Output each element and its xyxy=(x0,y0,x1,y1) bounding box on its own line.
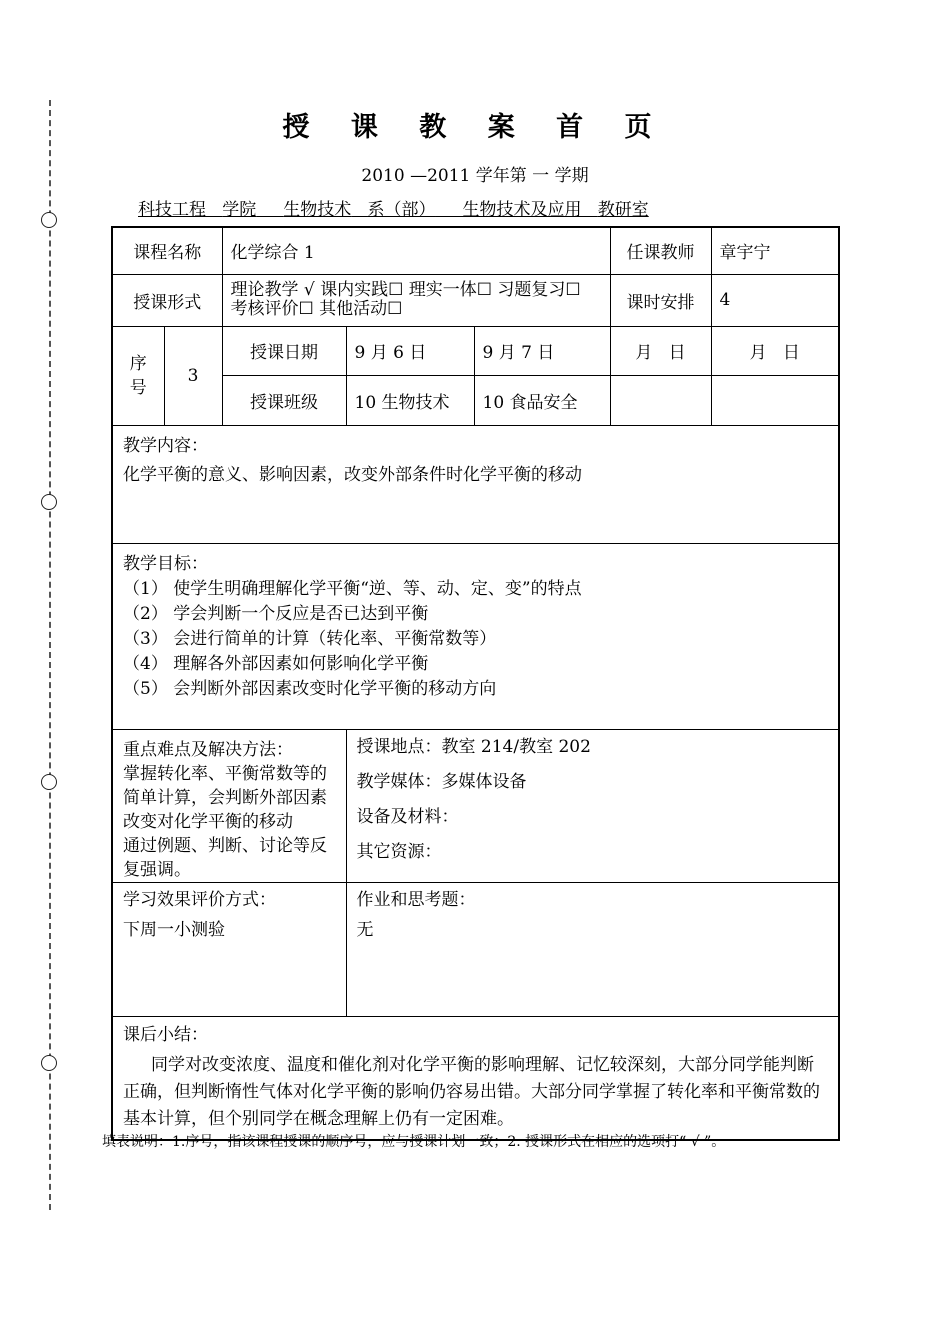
seq-label: 序 号 xyxy=(112,326,164,425)
course-name-label: 课程名称 xyxy=(112,227,222,274)
form-footnote: 填表说明：1.序号，指该课程授课的顺序号，应与授课计划一致；2. 授课形式在相应的选项打“ √ ”。 xyxy=(102,1134,726,1150)
key-points-text: 掌握转化率、平衡常数等的简单计算，会判断外部因素改变对化学平衡的移动 xyxy=(123,763,327,832)
college-suffix: 学院 xyxy=(222,200,257,220)
class-4 xyxy=(711,375,839,425)
form-options xyxy=(222,274,610,326)
evaluation-label: 学习效果评价方式： xyxy=(123,889,276,910)
date-1: 9 月 6 日 xyxy=(346,326,474,375)
equipment: 设备及材料： xyxy=(356,806,459,827)
office-suffix: 教研室 xyxy=(597,200,649,220)
binding-hole-icon xyxy=(41,774,57,790)
goal-item: （5） 会判断外部因素改变时化学平衡的移动方向 xyxy=(123,678,497,699)
page-title: 授 课 教 案 首 页 xyxy=(282,112,668,143)
homework-text: 无 xyxy=(356,919,374,940)
other-resources: 其它资源： xyxy=(356,841,442,862)
date-2: 9 月 7 日 xyxy=(474,326,610,375)
form-label: 授课形式 xyxy=(112,274,222,326)
department-line xyxy=(138,195,649,220)
academic-term: 2010 —2011 学年第 一 学期 xyxy=(361,166,589,186)
course-name-value: 化学综合 1 xyxy=(222,227,610,274)
hours-value: 4 xyxy=(711,274,839,326)
binding-hole-icon xyxy=(41,212,57,228)
form-options-line1: 理论教学 √ 课内实践☐ 理实一体☐ 习题复习☐ xyxy=(230,280,581,300)
seq-value: 3 xyxy=(164,326,222,425)
summary-label: 课后小结： xyxy=(123,1024,208,1045)
goal-item: （1） 使学生明确理解化学平衡“逆、等、动、定、变”的特点 xyxy=(123,578,582,599)
class-1: 10 生物技术 xyxy=(346,375,474,425)
homework-cell xyxy=(346,882,839,1016)
evaluation-cell xyxy=(112,882,346,1016)
date-3: 月 日 xyxy=(610,326,711,375)
class-label: 授课班级 xyxy=(222,375,346,425)
dept-name: 生物技术 xyxy=(283,200,352,220)
hours-label: 课时安排 xyxy=(610,274,711,326)
resources-cell xyxy=(346,729,839,882)
summary-cell xyxy=(112,1016,839,1140)
form-options-line2: 考核评价☐ 其他活动☐ xyxy=(230,299,403,319)
evaluation-text: 下周一小测验 xyxy=(123,919,225,940)
binding-hole-icon xyxy=(41,494,57,510)
goal-item: （3） 会进行简单的计算（转化率、平衡常数等） xyxy=(123,628,497,649)
binding-dashed-line xyxy=(49,100,51,1210)
content-cell xyxy=(112,425,839,543)
teacher-label: 任课教师 xyxy=(610,227,711,274)
key-points-method: 通过例题、判断、讨论等反复强调。 xyxy=(123,835,327,880)
content-text: 化学平衡的意义、影响因素，改变外部条件时化学平衡的移动 xyxy=(123,464,582,485)
date-4: 月 日 xyxy=(711,326,839,375)
lesson-plan-table xyxy=(111,226,840,1141)
homework-label: 作业和思考题： xyxy=(356,889,476,910)
content-label: 教学内容： xyxy=(123,435,208,456)
college-name: 科技工程 xyxy=(138,200,206,220)
class-2: 10 食品安全 xyxy=(474,375,610,425)
key-points-cell xyxy=(112,729,346,882)
office-name: 生物技术及应用 xyxy=(462,200,582,220)
summary-text: 同学对改变浓度、温度和催化剂对化学平衡的影响理解、记忆较深刻，大部分同学能判断正确，但判断惰性气体对化学平衡的影响仍容易出错。大部分同学掌握了转化率和平衡常数的基本计算，但个别同学在概念理解上仍有一定困难。 xyxy=(123,1054,820,1129)
goal-item: （2） 学会判断一个反应是否已达到平衡 xyxy=(123,603,429,624)
goal-item: （4） 理解各外部因素如何影响化学平衡 xyxy=(123,653,429,674)
teaching-place: 授课地点：教室 214/教室 202 xyxy=(356,736,591,757)
teacher-value: 章宇宁 xyxy=(711,227,839,274)
date-label: 授课日期 xyxy=(222,326,346,375)
binding-hole-icon xyxy=(41,1055,57,1071)
teaching-media: 教学媒体：多媒体设备 xyxy=(356,771,527,792)
goals-cell xyxy=(112,543,839,729)
class-3 xyxy=(610,375,711,425)
key-points-label: 重点难点及解决方法： xyxy=(123,739,293,760)
goals-label: 教学目标： xyxy=(123,553,208,574)
dept-suffix: 系（部） xyxy=(367,200,436,220)
